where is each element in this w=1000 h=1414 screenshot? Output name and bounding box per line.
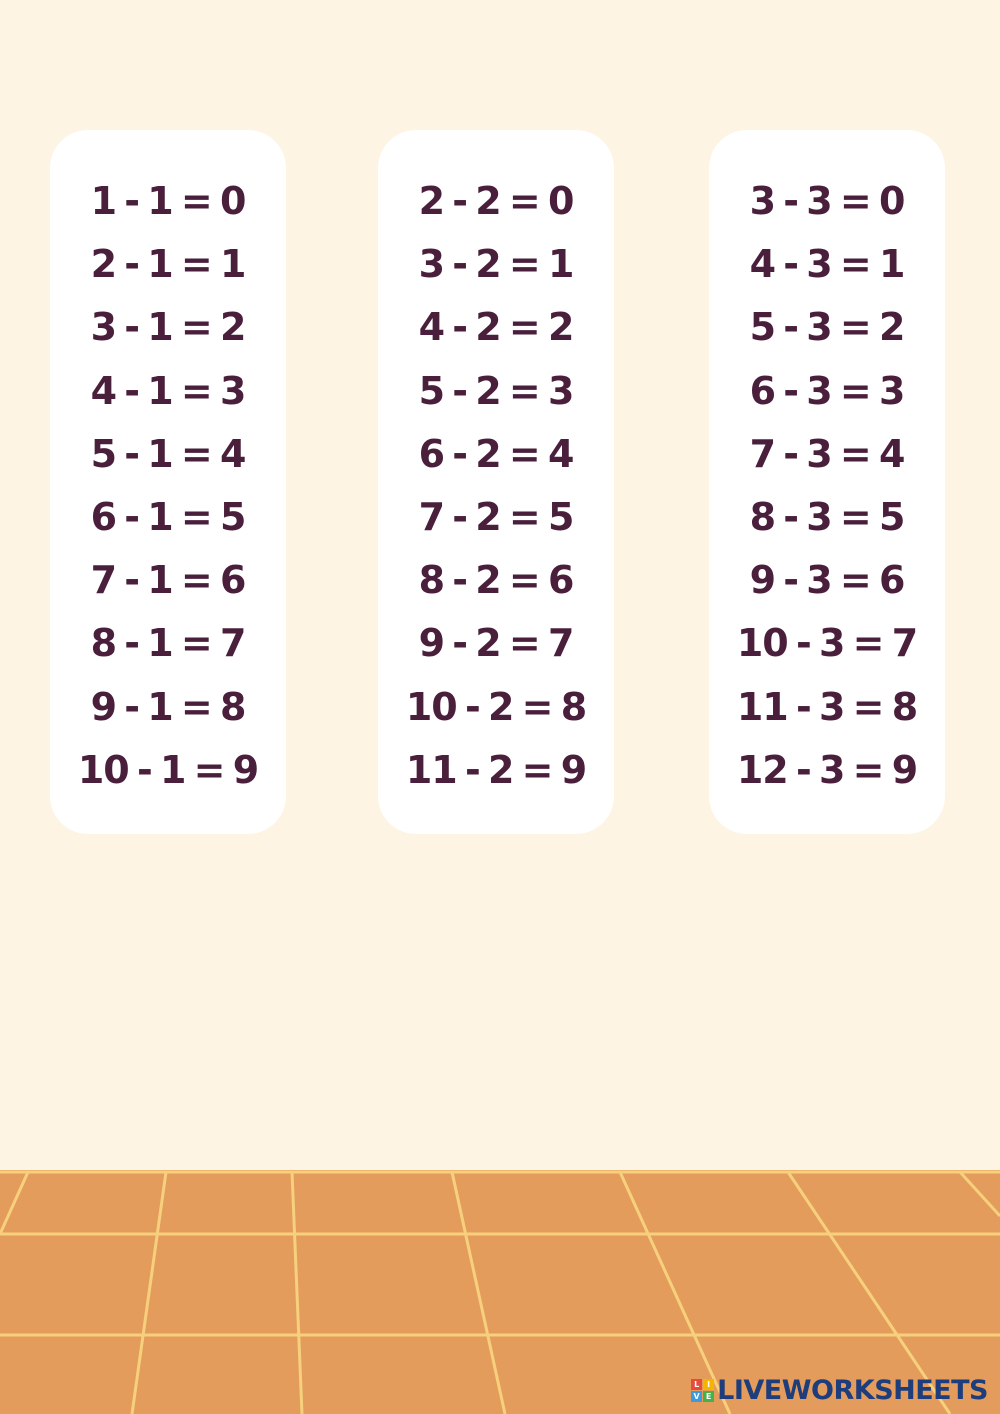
logo-mark-letter: I <box>703 1379 714 1390</box>
equation: 7 - 3 = 4 <box>749 431 905 476</box>
equation: 5 - 2 = 3 <box>418 368 574 413</box>
equation: 8 - 1 = 7 <box>90 621 246 666</box>
liveworksheets-mark-icon <box>691 1379 714 1402</box>
subtraction-column-2 <box>378 130 614 834</box>
subtraction-column-1 <box>50 130 286 834</box>
equation: 1 - 1 = 0 <box>90 179 246 223</box>
equation: 5 - 1 = 4 <box>90 431 246 476</box>
equation: 6 - 2 = 4 <box>418 431 574 476</box>
equation: 8 - 2 = 6 <box>418 558 574 603</box>
equation: 7 - 2 = 5 <box>418 494 574 539</box>
equation: 5 - 3 = 2 <box>749 305 905 350</box>
logo-mark-letter: E <box>703 1391 714 1402</box>
liveworksheets-logo <box>691 1374 988 1406</box>
equation: 10 - 2 = 8 <box>405 684 587 729</box>
equation: 2 - 1 = 1 <box>90 242 246 287</box>
equation: 4 - 2 = 2 <box>418 305 574 350</box>
equation: 3 - 3 = 0 <box>749 179 905 223</box>
equation: 6 - 3 = 3 <box>749 368 905 413</box>
logo-mark-letter: V <box>691 1391 702 1402</box>
equation: 3 - 2 = 1 <box>418 242 574 287</box>
equation: 8 - 3 = 5 <box>749 494 905 539</box>
equation: 10 - 1 = 9 <box>77 747 259 792</box>
equation: 9 - 2 = 7 <box>418 621 574 666</box>
logo-text: LIVEWORKSHEETS <box>717 1374 988 1406</box>
equation-list-2 <box>378 170 614 802</box>
equation-list-1 <box>50 170 286 802</box>
equation: 12 - 3 = 9 <box>736 747 918 792</box>
equation: 6 - 1 = 5 <box>90 494 246 539</box>
equation: 11 - 3 = 8 <box>736 684 918 729</box>
equation: 9 - 1 = 8 <box>90 684 246 729</box>
subtraction-column-3 <box>709 130 945 834</box>
equation: 7 - 1 = 6 <box>90 558 246 603</box>
equation: 10 - 3 = 7 <box>736 621 918 666</box>
logo-mark-letter: L <box>691 1379 702 1390</box>
equation: 11 - 2 = 9 <box>405 747 587 792</box>
equation: 2 - 2 = 0 <box>418 179 574 223</box>
equation: 4 - 1 = 3 <box>90 368 246 413</box>
equation-list-3 <box>709 170 945 802</box>
equation: 9 - 3 = 6 <box>749 558 905 603</box>
equation: 3 - 1 = 2 <box>90 305 246 350</box>
equation: 4 - 3 = 1 <box>749 242 905 287</box>
